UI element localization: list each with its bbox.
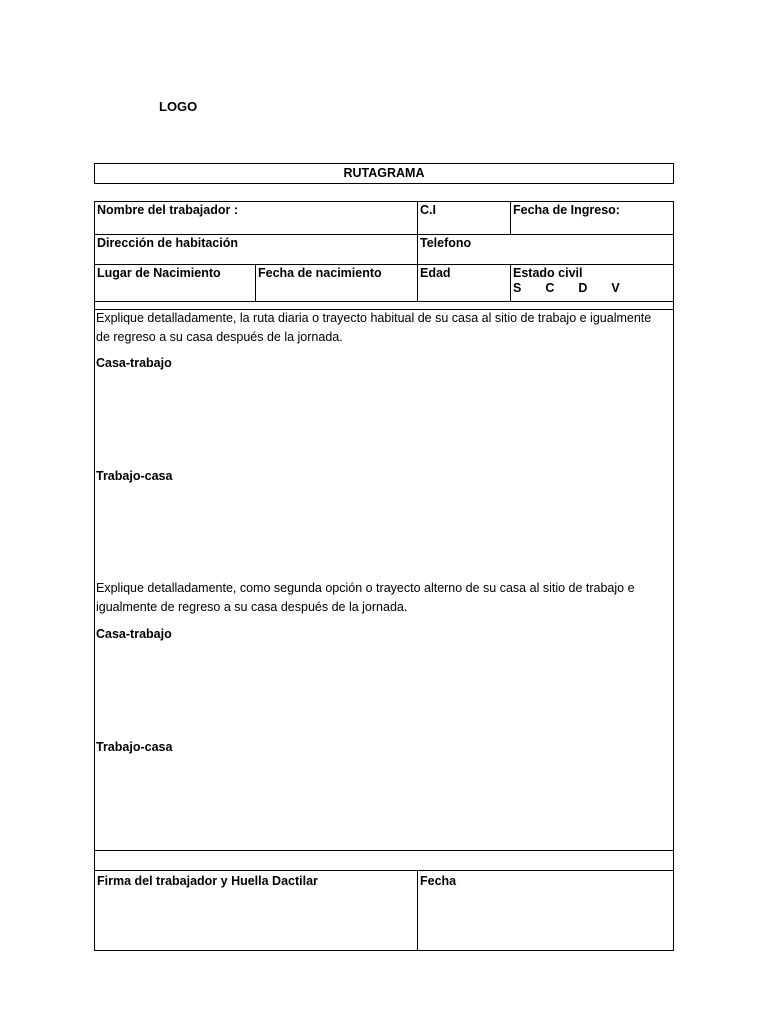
route-instruction-1: Explique detalladamente, la ruta diaria o trayecto habitual de su casa al sitio de trabajo e igualmente de regreso a su casa después de la jornada. [96,311,652,344]
phone-field[interactable]: Telefono [420,236,472,250]
logo-placeholder: LOGO [159,99,198,114]
civil-status-field[interactable] [510,264,674,301]
civil-status-label: Estado civil [513,266,583,280]
home-to-work-label-1: Casa-trabajo [96,356,172,370]
civil-option-s[interactable]: S [513,281,522,295]
civil-status-options [513,281,671,296]
age-field[interactable]: Edad [420,266,451,280]
ci-field[interactable]: C.I [420,203,436,217]
form-title: RUTAGRAMA [343,166,425,180]
civil-option-v[interactable]: V [611,281,620,295]
form-title-box [94,163,674,184]
birthdate-field[interactable]: Fecha de nacimiento [258,266,382,280]
route-instruction-2: Explique detalladamente, como segunda opción o trayecto alterno de su casa al sitio de trabajo e igualmente de regreso a su casa después de la jornada. [96,581,635,614]
work-to-home-label-2: Trabajo-casa [96,740,173,754]
birthplace-field[interactable]: Lugar de Nacimiento [97,266,221,280]
civil-option-c[interactable]: C [545,281,555,295]
signature-field[interactable]: Firma del trabajador y Huella Dactilar [97,874,318,888]
entry-date-field[interactable]: Fecha de Ingreso: [513,203,620,217]
work-to-home-label-1: Trabajo-casa [96,469,173,483]
divider [94,301,674,302]
worker-name-field[interactable]: Nombre del trabajador : [97,203,238,217]
home-to-work-label-2: Casa-trabajo [96,627,172,641]
civil-option-d[interactable]: D [578,281,588,295]
footer-date-field[interactable]: Fecha [420,874,457,888]
address-field[interactable]: Dirección de habitación [97,236,239,250]
